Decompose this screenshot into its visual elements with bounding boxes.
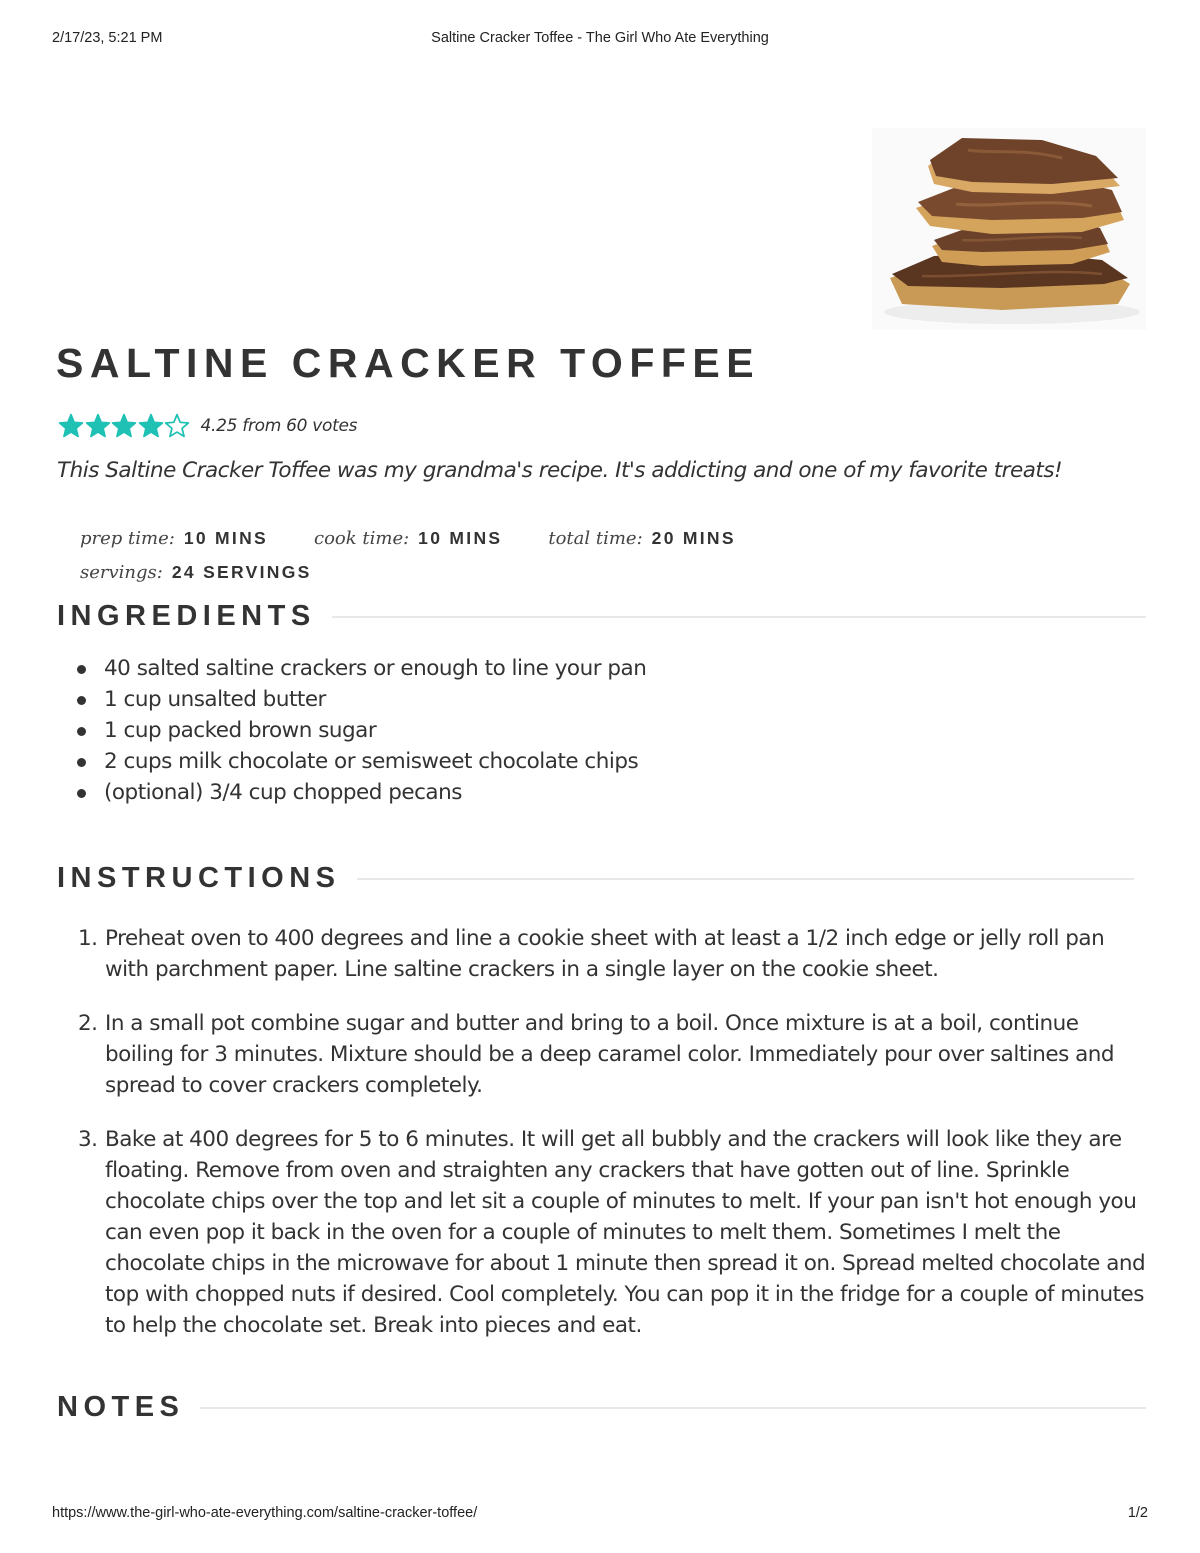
recipe-summary: This Saltine Cracker Toffee was my grandma's recipe. It's addicting and one of my favorite treats!: [57, 458, 1063, 483]
step-number: 2.: [78, 1011, 98, 1036]
print-date: 2/17/23, 5:21 PM: [52, 30, 163, 46]
servings: [80, 562, 312, 583]
cook-time-label: cook time:: [314, 528, 410, 549]
star-outline-icon[interactable]: [164, 413, 191, 439]
section-divider: [357, 878, 1135, 880]
star-filled-icon[interactable]: [85, 413, 112, 439]
print-url[interactable]: https://www.the-girl-who-ate-everything.com/saltine-cracker-toffee/: [52, 1505, 478, 1521]
total-time-value: 20 MINS: [651, 528, 736, 548]
instruction-step: [78, 1124, 1150, 1341]
ingredient-item: 2 cups milk chocolate or semisweet chocolate chips: [75, 746, 646, 777]
step-number: 3.: [78, 1127, 98, 1152]
toffee-stack-illustration: [872, 128, 1146, 330]
instruction-step: [78, 923, 1150, 985]
servings-value: 24 SERVINGS: [171, 562, 312, 582]
step-number: 1.: [78, 926, 98, 951]
section-divider: [332, 616, 1146, 618]
print-header: [52, 30, 1148, 50]
instructions-header: [57, 862, 1134, 895]
servings-row: [80, 562, 1140, 596]
prep-time-label: prep time:: [80, 528, 175, 549]
instruction-step: [78, 1008, 1150, 1101]
notes-heading: NOTES: [57, 1391, 185, 1423]
step-text: In a small pot combine sugar and butter and bring to a boil. Once mixture is at a boil, continue boiling for 3 minutes. Mixture should be a deep caramel color. Immediately pour over saltines and spread to cover crackers completely.: [105, 1011, 1115, 1098]
ingredients-list: [75, 653, 646, 808]
step-text: Bake at 400 degrees for 5 to 6 minutes. It will get all bubbly and the crackers will look like they are floating. Remove from oven and straighten any crackers that have gotten out of line. Sprinkle chocolate chips over the top and let sit a couple of minutes to melt. If your pan isn't hot enough you can even pop it back in the oven for a couple of minutes to melt them. Sometimes I melt the chocolate chips in the microwave for about 1 minute then spread it on. Spread melted chocolate and top with chopped nuts if desired. Cool completely. You can pop it in the fridge for a couple of minutes to help the chocolate set. Break into pieces and eat.: [105, 1127, 1146, 1338]
servings-label: servings:: [80, 562, 163, 583]
time-row: [80, 528, 1140, 562]
recipe-photo: [872, 128, 1146, 330]
total-time-label: total time:: [548, 528, 643, 549]
ingredient-item: (optional) 3/4 cup chopped pecans: [75, 777, 646, 808]
ingredient-item: 1 cup unsalted butter: [75, 684, 646, 715]
instructions-list: [78, 923, 1150, 1364]
ingredients-heading: INGREDIENTS: [57, 600, 316, 632]
instructions-heading: INSTRUCTIONS: [57, 862, 341, 894]
ingredient-item: 40 salted saltine crackers or enough to line your pan: [75, 653, 646, 684]
total-time: [548, 528, 735, 549]
recipe-rating[interactable]: [58, 410, 357, 442]
ingredients-header: [57, 600, 1146, 633]
section-divider: [200, 1407, 1146, 1409]
prep-time-value: 10 MINS: [183, 528, 268, 548]
star-filled-icon[interactable]: [138, 413, 165, 439]
rating-text: 4.25 from 60 votes: [200, 416, 358, 436]
page-number: 1/2: [1127, 1505, 1148, 1521]
recipe-title: SALTINE CRACKER TOFFEE: [56, 340, 761, 386]
cook-time-value: 10 MINS: [418, 528, 503, 548]
print-doc-title: Saltine Cracker Toffee - The Girl Who Ate Everything: [431, 30, 769, 46]
prep-time: [80, 528, 268, 549]
star-filled-icon[interactable]: [58, 413, 85, 439]
star-filled-icon[interactable]: [111, 413, 138, 439]
step-text: Preheat oven to 400 degrees and line a cookie sheet with at least a 1/2 inch edge or jelly roll pan with parchment paper. Line saltine crackers in a single layer on the cookie sheet.: [105, 926, 1105, 982]
ingredient-item: 1 cup packed brown sugar: [75, 715, 646, 746]
notes-header: [57, 1391, 1146, 1424]
print-footer: [52, 1505, 1148, 1525]
rating-stars[interactable]: [58, 413, 191, 439]
recipe-times: [80, 528, 1140, 596]
cook-time: [314, 528, 502, 549]
